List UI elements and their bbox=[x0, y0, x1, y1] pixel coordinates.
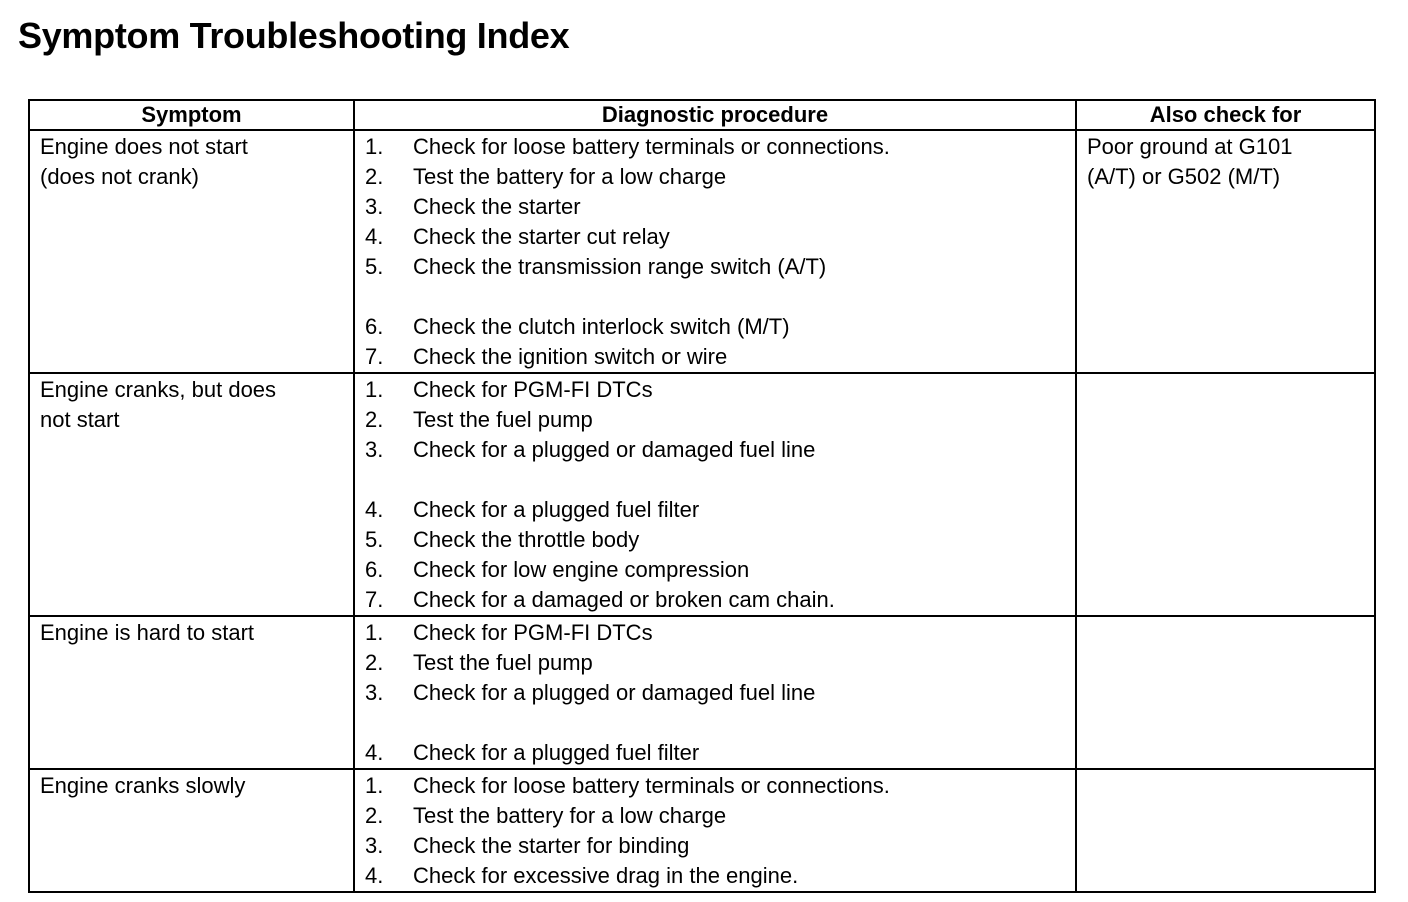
symptom-text: Engine cranks, but does bbox=[40, 377, 277, 402]
procedure-step bbox=[365, 222, 1067, 252]
step-number: 4. bbox=[365, 863, 384, 888]
procedure-step bbox=[365, 801, 1067, 831]
step-number: 1. bbox=[365, 134, 384, 159]
step-number: 7. bbox=[365, 587, 384, 612]
procedure-step bbox=[365, 738, 1067, 768]
table-row bbox=[29, 373, 1375, 616]
table-row bbox=[29, 616, 1375, 769]
step-number: 5. bbox=[365, 527, 384, 552]
procedure-step bbox=[365, 861, 1067, 891]
also-check-cell bbox=[1076, 616, 1375, 769]
procedure-cell bbox=[354, 769, 1076, 892]
step-number: 1. bbox=[365, 377, 384, 402]
step-number: 6. bbox=[365, 557, 384, 582]
step-number: 3. bbox=[365, 680, 384, 705]
step-text: Check for a plugged or damaged fuel line bbox=[413, 437, 816, 462]
step-number: 6. bbox=[365, 314, 384, 339]
symptom-cell bbox=[29, 130, 354, 373]
symptom-cell bbox=[29, 373, 354, 616]
step-number: 4. bbox=[365, 497, 384, 522]
symptom-text: not start bbox=[40, 407, 120, 432]
step-text: Check for a plugged or damaged fuel line bbox=[413, 680, 816, 705]
symptom-cell bbox=[29, 616, 354, 769]
also-check-header: Also check for bbox=[1076, 100, 1375, 130]
step-text: Check for PGM-FI DTCs bbox=[413, 620, 653, 645]
procedure-step bbox=[365, 132, 1067, 162]
step-text: Check for low engine compression bbox=[413, 557, 750, 582]
step-text: Check the starter cut relay bbox=[413, 224, 670, 249]
step-text: Check the ignition switch or wire bbox=[413, 344, 728, 369]
procedure-cell bbox=[354, 616, 1076, 769]
troubleshooting-table bbox=[28, 99, 1376, 893]
step-text: Check the throttle body bbox=[413, 527, 640, 552]
step-number: 2. bbox=[365, 650, 384, 675]
step-number: 3. bbox=[365, 194, 384, 219]
step-text: Check for a plugged fuel filter bbox=[413, 497, 700, 522]
procedure-step bbox=[365, 771, 1067, 801]
also-check-cell bbox=[1076, 130, 1375, 373]
procedure-step bbox=[365, 162, 1067, 192]
step-text: Check the transmission range switch (A/T) bbox=[413, 254, 827, 279]
step-number: 3. bbox=[365, 437, 384, 462]
procedure-step bbox=[365, 192, 1067, 222]
procedure-step bbox=[365, 618, 1067, 648]
procedure-step bbox=[365, 495, 1067, 525]
table-header-row bbox=[29, 100, 1375, 130]
step-number: 3. bbox=[365, 833, 384, 858]
procedure-step bbox=[365, 342, 1067, 372]
step-number: 1. bbox=[365, 773, 384, 798]
step-text: Check for excessive drag in the engine. bbox=[413, 863, 799, 888]
procedure-header: Diagnostic procedure bbox=[354, 100, 1076, 130]
procedure-step bbox=[365, 375, 1067, 405]
table-row bbox=[29, 130, 1375, 373]
also-check-cell bbox=[1076, 769, 1375, 892]
step-number: 1. bbox=[365, 620, 384, 645]
symptom-cell bbox=[29, 769, 354, 892]
step-text: Test the fuel pump bbox=[413, 407, 593, 432]
procedure-step bbox=[365, 405, 1067, 435]
step-text: Check for loose battery terminals or connections. bbox=[413, 134, 890, 159]
step-number: 7. bbox=[365, 344, 384, 369]
also-check-text: (A/T) or G502 (M/T) bbox=[1087, 164, 1281, 189]
step-text: Check for PGM-FI DTCs bbox=[413, 377, 653, 402]
step-number: 2. bbox=[365, 164, 384, 189]
also-check-text: Poor ground at G101 bbox=[1087, 134, 1293, 159]
symptom-header: Symptom bbox=[29, 100, 354, 130]
procedure-step bbox=[365, 648, 1067, 678]
procedure-step bbox=[365, 435, 1067, 465]
symptom-text: Engine is hard to start bbox=[40, 620, 255, 645]
step-text: Test the battery for a low charge bbox=[413, 803, 727, 828]
step-text: Check the clutch interlock switch (M/T) bbox=[413, 314, 790, 339]
procedure-step bbox=[365, 831, 1067, 861]
procedure-step bbox=[365, 678, 1067, 708]
step-text: Check for loose battery terminals or connections. bbox=[413, 773, 890, 798]
also-check-cell bbox=[1076, 373, 1375, 616]
step-number: 2. bbox=[365, 407, 384, 432]
procedure-step bbox=[365, 585, 1067, 615]
step-text: Check the starter bbox=[413, 194, 581, 219]
step-text: Check the starter for binding bbox=[413, 833, 690, 858]
procedure-step bbox=[365, 312, 1067, 342]
procedure-cell bbox=[354, 130, 1076, 373]
procedure-cell bbox=[354, 373, 1076, 616]
step-text: Check for a plugged fuel filter bbox=[413, 740, 700, 765]
step-number: 5. bbox=[365, 254, 384, 279]
procedure-step bbox=[365, 525, 1067, 555]
page-title: Symptom Troubleshooting Index bbox=[18, 15, 570, 56]
symptom-text: (does not crank) bbox=[40, 164, 199, 189]
symptom-text: Engine cranks slowly bbox=[40, 773, 246, 798]
symptom-text: Engine does not start bbox=[40, 134, 248, 159]
step-number: 2. bbox=[365, 803, 384, 828]
step-number: 4. bbox=[365, 224, 384, 249]
procedure-step bbox=[365, 555, 1067, 585]
table-row bbox=[29, 769, 1375, 892]
step-number: 4. bbox=[365, 740, 384, 765]
step-text: Test the battery for a low charge bbox=[413, 164, 727, 189]
step-text: Test the fuel pump bbox=[413, 650, 593, 675]
step-text: Check for a damaged or broken cam chain. bbox=[413, 587, 835, 612]
procedure-step bbox=[365, 252, 1067, 282]
